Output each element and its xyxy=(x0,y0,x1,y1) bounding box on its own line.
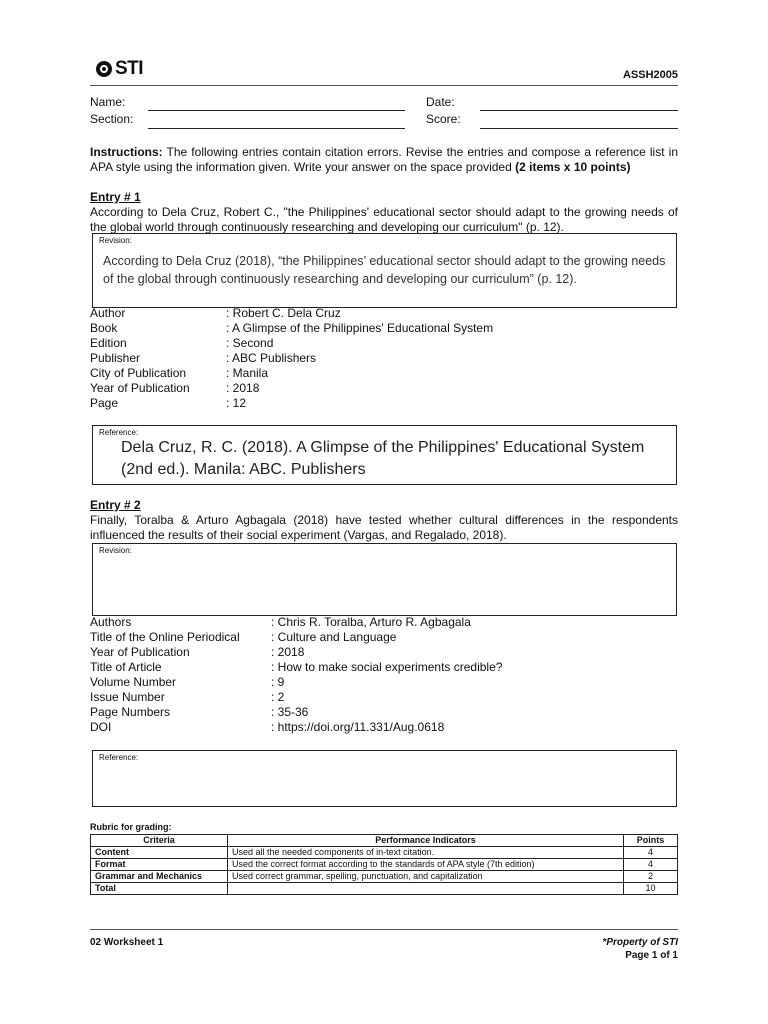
footer-divider xyxy=(90,929,678,930)
score-field[interactable] xyxy=(480,128,678,129)
rubric-header-cell: Points xyxy=(624,835,678,847)
entry1-info xyxy=(90,306,493,411)
entry1-reference-box[interactable] xyxy=(92,425,677,485)
entry2-reference-label: Reference: xyxy=(99,753,139,762)
instructions xyxy=(90,145,678,175)
footer-worksheet: 02 Worksheet 1 xyxy=(90,937,164,948)
entry2-info-row: Authors : Chris R. Toralba, Arturo R. Agbagala xyxy=(90,615,471,629)
logo-text: STI xyxy=(115,58,144,79)
rubric-row: Content Used all the needed components of in-text citation. 4 xyxy=(91,847,678,859)
name-label: Name: xyxy=(90,95,126,109)
entry1-info-row: Year of Publication : 2018 xyxy=(90,381,260,395)
score-label: Score: xyxy=(426,112,461,126)
entry2-info-row: Year of Publication : 2018 xyxy=(90,645,305,659)
rubric-title: Rubric for grading: xyxy=(90,822,172,832)
sti-seal-icon xyxy=(94,60,114,78)
entry2-info-row: Title of Article : How to make social experiments credible? xyxy=(90,660,503,674)
rubric-header-row xyxy=(91,835,678,847)
footer-page: Page 1 of 1 xyxy=(625,950,678,961)
header-divider xyxy=(90,85,678,86)
rubric-header-cell: Criteria xyxy=(91,835,228,847)
entry1-reference-text: Dela Cruz, R. C. (2018). A Glimpse of the Philippines' Educational System (2nd ed.). Manila: ABC. Publishers xyxy=(121,439,645,478)
footer-property: *Property of STI xyxy=(602,937,678,948)
date-field[interactable] xyxy=(480,110,678,111)
entry2-reference-box[interactable] xyxy=(92,750,677,807)
entry1-reference-label: Reference: xyxy=(99,428,139,437)
rubric-row: Format Used the correct format according to the standards of APA style (7th edition) 4 xyxy=(91,859,678,871)
rubric-table xyxy=(90,834,678,895)
entry2-revision-box[interactable] xyxy=(92,543,677,616)
entry2-revision-label: Revision: xyxy=(99,546,132,555)
entry2-info-row: Page Numbers : 35-36 xyxy=(90,705,309,719)
entry1-revision-text: According to Dela Cruz (2018), “the Philippines’ educational sector should adapt to the growing needs of the global through continuously researching and developing our curriculum” (p. 12). xyxy=(103,254,666,286)
entry2-info xyxy=(90,615,502,735)
rubric-row: Total 10 xyxy=(91,883,678,895)
entry1-info-row: Book : A Glimpse of the Philippines' Educational System xyxy=(90,321,494,335)
instructions-body: The following entries contain citation errors. Revise the entries and compose a reference list in APA style using the information given. Write your answer on the space provided xyxy=(90,145,678,174)
entry2-info-row: Issue Number : 2 xyxy=(90,690,285,704)
entry1-info-row: Publisher : ABC Publishers xyxy=(90,351,317,365)
course-code: ASSH2005 xyxy=(622,69,678,81)
name-field[interactable] xyxy=(148,110,405,111)
entry1-title: Entry # 1 xyxy=(90,190,141,204)
date-label: Date: xyxy=(426,95,455,109)
entry2-info-row: DOI : https://doi.org/11.331/Aug.0618 xyxy=(90,720,445,734)
entry2-info-row: Volume Number : 9 xyxy=(90,675,285,689)
entry1-revision-box[interactable] xyxy=(92,233,677,308)
rubric-row: Grammar and Mechanics Used correct grammar, spelling, punctuation, and capitalization 2 xyxy=(91,871,678,883)
entry1-info-row: Author : Robert C. Dela Cruz xyxy=(90,306,341,320)
entry2-title: Entry # 2 xyxy=(90,498,141,512)
entry2-info-row: Title of the Online Periodical : Culture and Language xyxy=(90,630,397,644)
entry1-revision-label: Revision: xyxy=(99,236,132,245)
entry1-info-row: City of Publication : Manila xyxy=(90,366,269,380)
entry1-info-row: Page : 12 xyxy=(90,396,247,410)
instructions-lead: Instructions: xyxy=(90,145,163,159)
entry1-text: According to Dela Cruz, Robert C., "the Philippines' educational sector should adapt to the growing needs of the global world through continuously researching and developing our curriculum" (p. 12). xyxy=(90,205,678,234)
instructions-points: (2 items x 10 points) xyxy=(515,160,631,174)
section-field[interactable] xyxy=(148,128,405,129)
rubric-header-cell: Performance Indicators xyxy=(228,835,624,847)
entry2-text: Finally, Toralba & Arturo Agbagala (2018) have tested whether cultural differences in the respondents influenced the results of their social experiment (Vargas, and Regalado, 2018). xyxy=(90,513,678,542)
entry1-info-row: Edition : Second xyxy=(90,336,274,350)
section-label: Section: xyxy=(90,112,134,126)
sti-logo xyxy=(94,58,143,80)
